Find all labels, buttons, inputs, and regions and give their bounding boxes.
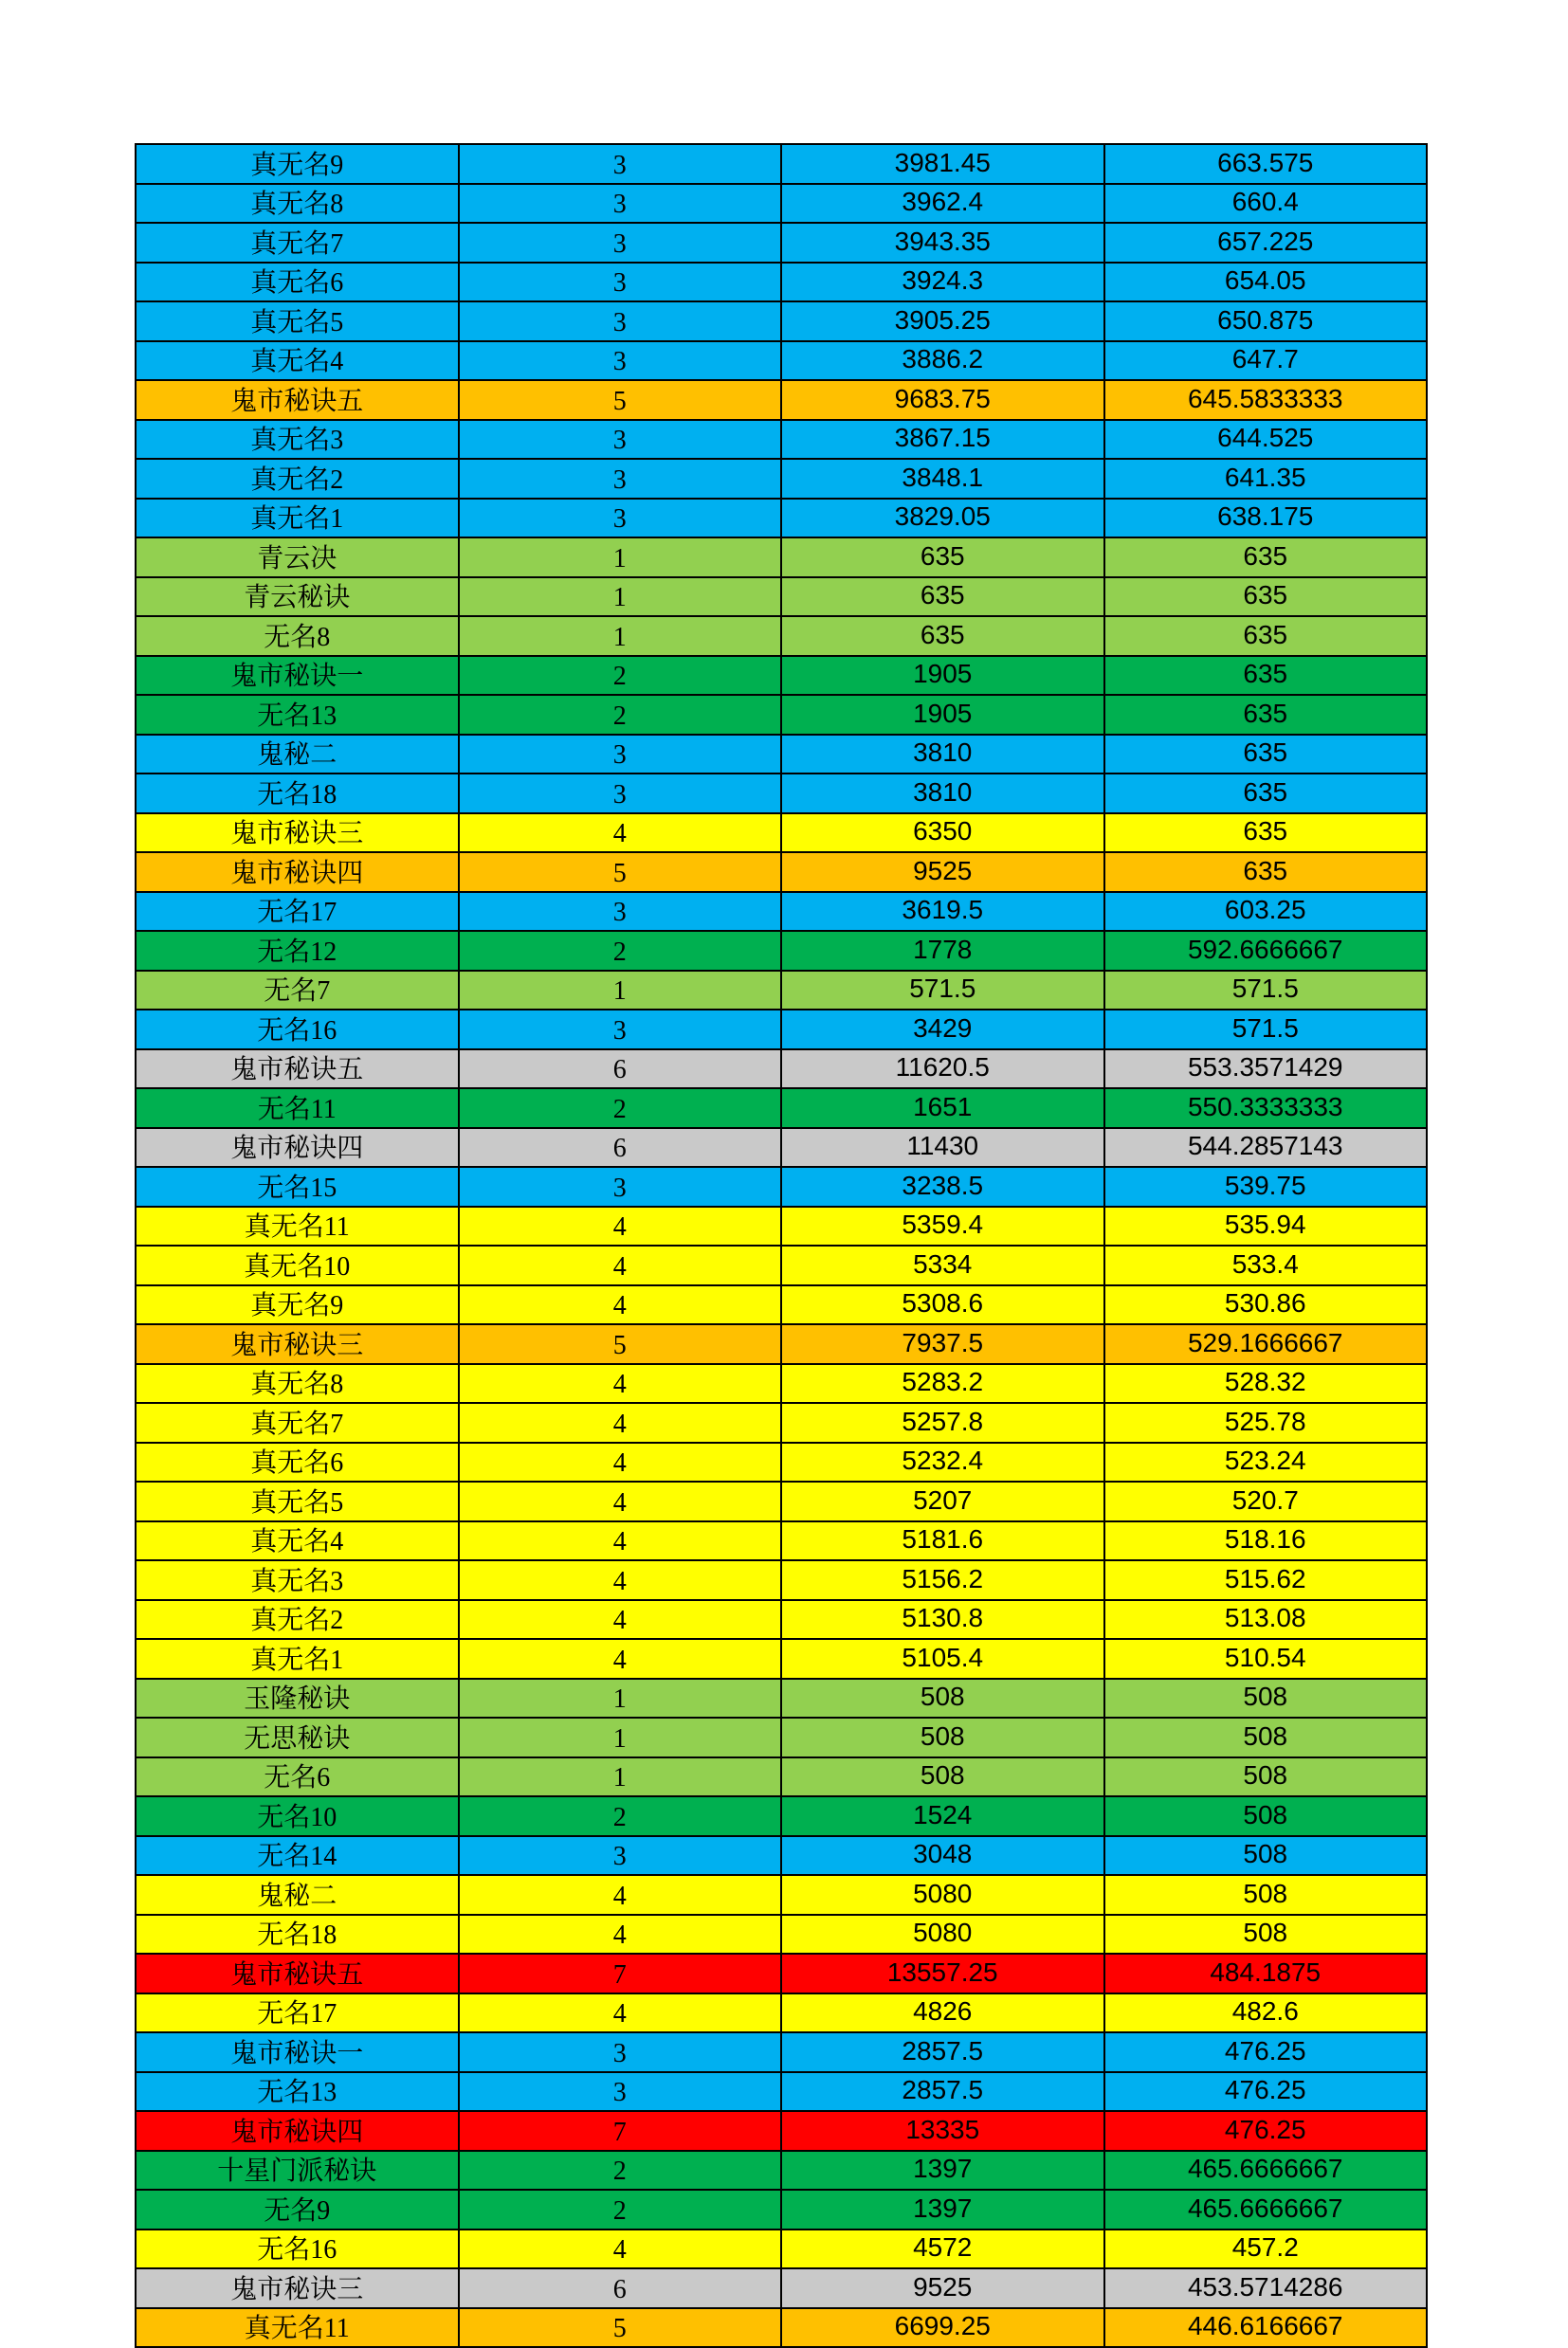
cell-average: 550.3333333 [1104,1088,1428,1128]
cell-name: 青云秘诀 [136,577,459,617]
cell-total: 11620.5 [781,1049,1104,1089]
cell-average: 647.7 [1104,341,1428,381]
cell-tier: 3 [459,735,782,774]
cell-total: 1905 [781,656,1104,696]
cell-name: 无思秘诀 [136,1718,459,1757]
cell-average: 641.35 [1104,459,1428,499]
table-row [136,499,1427,538]
cell-average: 644.525 [1104,420,1428,460]
cell-tier: 3 [459,341,782,381]
cell-total: 1397 [781,2190,1104,2230]
table-row [136,1954,1427,1993]
cell-total: 3924.3 [781,263,1104,302]
cell-average: 645.5833333 [1104,380,1428,420]
table-row [136,1324,1427,1364]
cell-name: 鬼市秘诀四 [136,2111,459,2151]
cell-tier: 2 [459,931,782,971]
cell-name: 真无名5 [136,1482,459,1521]
cell-name: 无名16 [136,1010,459,1049]
table-row [136,2308,1427,2348]
cell-tier: 4 [459,1993,782,2033]
cell-total: 3810 [781,774,1104,813]
cell-average: 528.32 [1104,1364,1428,1404]
table-row [136,1993,1427,2033]
table-row [136,341,1427,381]
cell-tier: 3 [459,144,782,184]
cell-average: 453.5714286 [1104,2268,1428,2308]
cell-average: 525.78 [1104,1403,1428,1443]
cell-total: 635 [781,537,1104,577]
table-row [136,892,1427,932]
table-row [136,695,1427,735]
cell-average: 650.875 [1104,301,1428,341]
cell-name: 无名15 [136,1167,459,1207]
cell-tier: 6 [459,1128,782,1168]
cell-average: 508 [1104,1875,1428,1915]
cell-total: 3619.5 [781,892,1104,932]
cell-tier: 3 [459,263,782,302]
table-row [136,1915,1427,1955]
cell-average: 523.24 [1104,1443,1428,1483]
cell-tier: 4 [459,2230,782,2269]
table-row [136,2230,1427,2269]
cell-total: 1651 [781,1088,1104,1128]
cell-average: 508 [1104,1718,1428,1757]
cell-total: 5283.2 [781,1364,1104,1404]
table-row [136,1207,1427,1247]
cell-name: 无名18 [136,774,459,813]
cell-average: 635 [1104,735,1428,774]
cell-average: 508 [1104,1915,1428,1955]
table-row [136,1285,1427,1325]
cell-tier: 3 [459,301,782,341]
cell-average: 603.25 [1104,892,1428,932]
cell-total: 5232.4 [781,1443,1104,1483]
cell-average: 635 [1104,774,1428,813]
table-row [136,2111,1427,2151]
cell-name: 鬼市秘诀五 [136,380,459,420]
cell-average: 518.16 [1104,1521,1428,1561]
cell-average: 635 [1104,695,1428,735]
cell-tier: 3 [459,184,782,224]
table-row [136,1088,1427,1128]
cell-total: 5257.8 [781,1403,1104,1443]
cell-tier: 4 [459,1482,782,1521]
cell-total: 11430 [781,1128,1104,1168]
cell-name: 青云决 [136,537,459,577]
cell-name: 鬼秘二 [136,1875,459,1915]
table-body [136,144,1427,2347]
cell-average: 553.3571429 [1104,1049,1428,1089]
table-row [136,931,1427,971]
cell-average: 510.54 [1104,1639,1428,1679]
cell-total: 5130.8 [781,1600,1104,1640]
cell-total: 5334 [781,1246,1104,1285]
cell-name: 真无名1 [136,499,459,538]
cell-average: 635 [1104,577,1428,617]
cell-total: 5207 [781,1482,1104,1521]
cell-name: 真无名11 [136,2308,459,2348]
cell-name: 真无名10 [136,1246,459,1285]
table-row [136,1718,1427,1757]
cell-total: 5080 [781,1915,1104,1955]
cell-name: 真无名7 [136,223,459,263]
cell-tier: 3 [459,420,782,460]
cell-average: 446.6166667 [1104,2308,1428,2348]
cell-total: 508 [781,1679,1104,1719]
cell-name: 玉隆秘诀 [136,1679,459,1719]
table-row [136,852,1427,892]
cell-name: 无名11 [136,1088,459,1128]
table-row [136,813,1427,853]
cell-tier: 4 [459,1403,782,1443]
cell-tier: 7 [459,1954,782,1993]
cell-name: 真无名11 [136,1207,459,1247]
table-row [136,1246,1427,1285]
cell-total: 1905 [781,695,1104,735]
cell-name: 无名14 [136,1836,459,1876]
table-row [136,1010,1427,1049]
table-row [136,1167,1427,1207]
cell-tier: 1 [459,537,782,577]
cell-name: 真无名3 [136,420,459,460]
cell-tier: 2 [459,1796,782,1836]
cell-tier: 4 [459,1246,782,1285]
cell-total: 3848.1 [781,459,1104,499]
cell-tier: 2 [459,695,782,735]
cell-tier: 1 [459,577,782,617]
cell-total: 635 [781,577,1104,617]
data-table [135,143,1428,2348]
table-row [136,1403,1427,1443]
cell-total: 635 [781,616,1104,656]
table-row [136,774,1427,813]
table-row [136,2032,1427,2072]
cell-tier: 6 [459,2268,782,2308]
cell-total: 3238.5 [781,1167,1104,1207]
cell-tier: 4 [459,1560,782,1600]
table-row [136,616,1427,656]
table-row [136,971,1427,1010]
cell-average: 533.4 [1104,1246,1428,1285]
cell-name: 真无名4 [136,1521,459,1561]
table-row [136,1836,1427,1876]
cell-average: 476.25 [1104,2072,1428,2112]
cell-tier: 3 [459,499,782,538]
cell-name: 无名12 [136,931,459,971]
table-row [136,537,1427,577]
cell-total: 3810 [781,735,1104,774]
cell-tier: 3 [459,774,782,813]
cell-average: 592.6666667 [1104,931,1428,971]
cell-tier: 2 [459,1088,782,1128]
table-row [136,1443,1427,1483]
cell-average: 663.575 [1104,144,1428,184]
cell-average: 476.25 [1104,2111,1428,2151]
table-row [136,223,1427,263]
cell-tier: 3 [459,2032,782,2072]
table-row [136,1600,1427,1640]
cell-tier: 3 [459,223,782,263]
cell-name: 无名7 [136,971,459,1010]
cell-name: 鬼市秘诀四 [136,852,459,892]
cell-average: 484.1875 [1104,1954,1428,1993]
cell-average: 635 [1104,616,1428,656]
cell-name: 真无名6 [136,263,459,302]
cell-average: 654.05 [1104,263,1428,302]
cell-tier: 4 [459,1285,782,1325]
table-row [136,380,1427,420]
cell-average: 515.62 [1104,1560,1428,1600]
cell-tier: 7 [459,2111,782,2151]
cell-tier: 4 [459,1443,782,1483]
cell-average: 508 [1104,1679,1428,1719]
cell-average: 638.175 [1104,499,1428,538]
cell-name: 真无名2 [136,1600,459,1640]
cell-total: 1524 [781,1796,1104,1836]
cell-total: 5359.4 [781,1207,1104,1247]
cell-name: 真无名7 [136,1403,459,1443]
cell-total: 508 [781,1718,1104,1757]
cell-name: 真无名1 [136,1639,459,1679]
cell-tier: 4 [459,1639,782,1679]
table-row [136,1482,1427,1521]
cell-name: 鬼市秘诀一 [136,2032,459,2072]
cell-average: 660.4 [1104,184,1428,224]
cell-name: 无名6 [136,1757,459,1797]
table-row [136,1796,1427,1836]
table-row [136,1128,1427,1168]
cell-tier: 5 [459,852,782,892]
cell-name: 真无名9 [136,1285,459,1325]
table-row [136,656,1427,696]
cell-name: 无名13 [136,695,459,735]
cell-tier: 1 [459,1718,782,1757]
cell-tier: 1 [459,1679,782,1719]
cell-total: 3048 [781,1836,1104,1876]
cell-tier: 5 [459,380,782,420]
table-row [136,1757,1427,1797]
cell-tier: 1 [459,971,782,1010]
cell-name: 鬼秘二 [136,735,459,774]
cell-average: 508 [1104,1836,1428,1876]
cell-name: 鬼市秘诀五 [136,1954,459,1993]
cell-average: 508 [1104,1796,1428,1836]
table-row [136,263,1427,302]
cell-name: 无名18 [136,1915,459,1955]
cell-name: 鬼市秘诀四 [136,1128,459,1168]
cell-tier: 3 [459,892,782,932]
cell-average: 539.75 [1104,1167,1428,1207]
cell-tier: 3 [459,1010,782,1049]
table-row [136,1639,1427,1679]
table-row [136,184,1427,224]
cell-tier: 4 [459,1521,782,1561]
cell-total: 6699.25 [781,2308,1104,2348]
cell-average: 529.1666667 [1104,1324,1428,1364]
cell-average: 635 [1104,656,1428,696]
cell-total: 3981.45 [781,144,1104,184]
cell-name: 无名10 [136,1796,459,1836]
cell-tier: 2 [459,2151,782,2191]
cell-tier: 2 [459,656,782,696]
cell-average: 457.2 [1104,2230,1428,2269]
cell-total: 9525 [781,852,1104,892]
cell-average: 520.7 [1104,1482,1428,1521]
table-row [136,2072,1427,2112]
table-row [136,1875,1427,1915]
cell-tier: 6 [459,1049,782,1089]
table-row [136,459,1427,499]
cell-average: 635 [1104,813,1428,853]
cell-total: 13557.25 [781,1954,1104,1993]
cell-total: 3962.4 [781,184,1104,224]
cell-total: 5156.2 [781,1560,1104,1600]
cell-name: 十星门派秘诀 [136,2151,459,2191]
cell-name: 鬼市秘诀五 [136,1049,459,1089]
cell-total: 5308.6 [781,1285,1104,1325]
cell-total: 3905.25 [781,301,1104,341]
cell-name: 鬼市秘诀三 [136,2268,459,2308]
cell-average: 530.86 [1104,1285,1428,1325]
table-row [136,301,1427,341]
cell-tier: 1 [459,616,782,656]
cell-name: 真无名5 [136,301,459,341]
cell-total: 13335 [781,2111,1104,2151]
cell-tier: 5 [459,2308,782,2348]
cell-name: 真无名8 [136,184,459,224]
cell-total: 571.5 [781,971,1104,1010]
table-row [136,1679,1427,1719]
cell-average: 571.5 [1104,1010,1428,1049]
table-row [136,2268,1427,2308]
cell-average: 535.94 [1104,1207,1428,1247]
cell-tier: 4 [459,1875,782,1915]
cell-total: 5105.4 [781,1639,1104,1679]
cell-name: 鬼市秘诀一 [136,656,459,696]
cell-total: 9525 [781,2268,1104,2308]
cell-total: 3429 [781,1010,1104,1049]
table-row [136,1364,1427,1404]
cell-tier: 2 [459,2190,782,2230]
cell-tier: 3 [459,1167,782,1207]
table-row [136,144,1427,184]
cell-name: 真无名8 [136,1364,459,1404]
cell-total: 4572 [781,2230,1104,2269]
cell-average: 657.225 [1104,223,1428,263]
cell-average: 571.5 [1104,971,1428,1010]
table-row [136,1521,1427,1561]
cell-total: 1778 [781,931,1104,971]
cell-tier: 4 [459,1915,782,1955]
cell-name: 无名17 [136,1993,459,2033]
cell-total: 4826 [781,1993,1104,2033]
cell-tier: 3 [459,459,782,499]
table-row [136,2190,1427,2230]
cell-average: 635 [1104,537,1428,577]
cell-total: 3886.2 [781,341,1104,381]
cell-total: 5181.6 [781,1521,1104,1561]
table-row [136,420,1427,460]
cell-name: 鬼市秘诀三 [136,1324,459,1364]
cell-name: 鬼市秘诀三 [136,813,459,853]
table-row [136,577,1427,617]
cell-total: 5080 [781,1875,1104,1915]
cell-name: 无名9 [136,2190,459,2230]
cell-tier: 3 [459,1836,782,1876]
cell-tier: 4 [459,1207,782,1247]
cell-average: 544.2857143 [1104,1128,1428,1168]
cell-name: 真无名6 [136,1443,459,1483]
cell-name: 无名16 [136,2230,459,2269]
cell-name: 真无名3 [136,1560,459,1600]
cell-name: 无名17 [136,892,459,932]
cell-tier: 3 [459,2072,782,2112]
cell-tier: 5 [459,1324,782,1364]
table-row [136,1049,1427,1089]
table-row [136,2151,1427,2191]
cell-name: 真无名9 [136,144,459,184]
cell-tier: 4 [459,813,782,853]
cell-average: 508 [1104,1757,1428,1797]
cell-average: 476.25 [1104,2032,1428,2072]
cell-total: 508 [781,1757,1104,1797]
cell-total: 1397 [781,2151,1104,2191]
cell-average: 513.08 [1104,1600,1428,1640]
table-row [136,735,1427,774]
cell-name: 真无名4 [136,341,459,381]
cell-average: 465.6666667 [1104,2151,1428,2191]
cell-total: 9683.75 [781,380,1104,420]
cell-name: 真无名2 [136,459,459,499]
cell-total: 3829.05 [781,499,1104,538]
cell-average: 482.6 [1104,1993,1428,2033]
cell-total: 3867.15 [781,420,1104,460]
cell-total: 3943.35 [781,223,1104,263]
cell-total: 6350 [781,813,1104,853]
table-row [136,1560,1427,1600]
cell-name: 无名13 [136,2072,459,2112]
cell-total: 7937.5 [781,1324,1104,1364]
cell-total: 2857.5 [781,2072,1104,2112]
cell-tier: 1 [459,1757,782,1797]
cell-total: 2857.5 [781,2032,1104,2072]
cell-average: 465.6666667 [1104,2190,1428,2230]
cell-tier: 4 [459,1600,782,1640]
cell-tier: 4 [459,1364,782,1404]
cell-average: 635 [1104,852,1428,892]
cell-name: 无名8 [136,616,459,656]
